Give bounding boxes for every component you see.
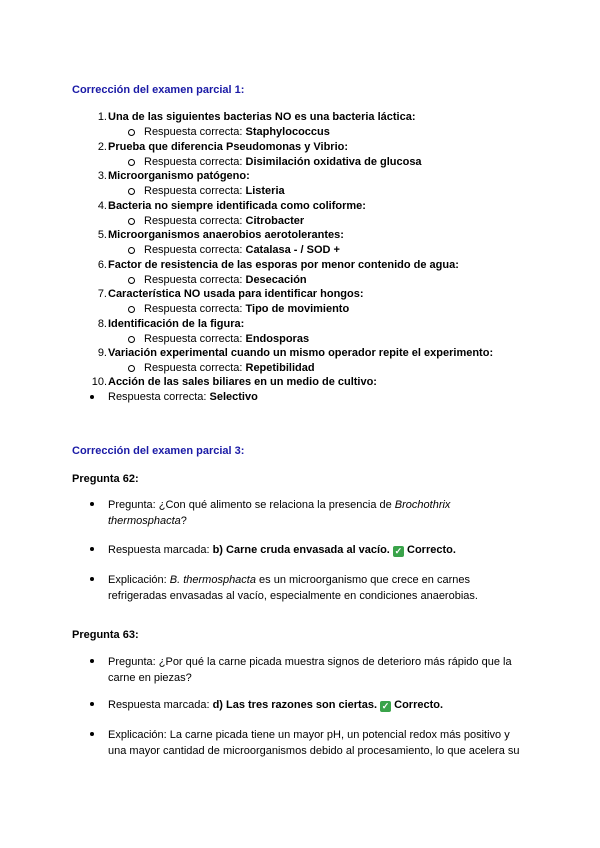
item-question: Identificación de la figura: [108,317,245,330]
item-question: Una de las siguientes bacterias NO es una bacteria láctica: [108,111,416,123]
marked-prefix: Respuesta marcada: [108,699,213,711]
exam1-item-1 [72,110,542,140]
item-number: 3. [97,170,107,182]
check-icon: ✓ [394,546,403,556]
item-number: 6. [97,258,107,271]
bullet-icon [90,395,94,399]
answer-prefix: Respuesta correcta: [144,155,246,168]
question-text: Pregunta: ¿Con qué alimento se relaciona la presencia de [108,499,395,511]
exam1-list [72,110,542,376]
answer-value: Desecación [245,273,307,286]
bullet-icon [90,702,94,706]
question-italic: Brochothrix thermosphacta [108,499,451,527]
bullet-icon [90,577,94,581]
answer-prefix: Respuesta correcta: [144,362,246,374]
answer-value: Staphylococcus [245,126,330,138]
exam1-item-4 [72,199,542,229]
check-icon: ✓ [381,701,390,711]
question-text: Pregunta: ¿Por qué la carne picada muestra signos de deterioro más rápido que la carne en piezas? [108,656,512,684]
answer-prefix: Respuesta correcta: [144,214,246,227]
answer-prefix: Respuesta correcta: [144,126,246,138]
item-number: 1. [97,111,107,123]
marked-answer: b) Carne cruda envasada al vacío. [212,544,390,556]
circle-bullet-icon [128,277,135,284]
explanation-text: Explicación: La carne picada tiene un mayor pH, un potencial redox más positivo y una mayor cantidad de microorganismos debido al procesamiento, lo que acelera su [108,729,520,757]
answer-value: Endosporas [245,332,310,345]
answer-value: Citrobacter [245,214,305,227]
item-answer [144,302,349,316]
circle-bullet-icon [128,129,135,136]
explanation-prefix: Explicación: [108,574,170,586]
item-question: Microorganismo patógeno: [108,170,250,182]
item-question: Bacteria no siempre identificada como coliforme: [108,199,366,212]
item-answer [144,243,340,257]
item-answer [144,361,315,375]
item-answer [144,125,330,139]
exam1-item-5 [72,228,542,258]
item-question: Factor de resistencia de las esporas por menor contenido de agua: [108,258,459,271]
item-number: 4. [97,199,107,212]
question-suffix: ? [180,515,187,527]
explanation-italic: B. thermosphacta [169,574,256,586]
item-answer [144,214,304,228]
answer-prefix: Respuesta correcta: [108,391,210,403]
bullet-icon [90,659,94,663]
item-number: 9. [97,347,107,359]
exam1-item-7 [72,287,542,317]
exam1-title: Corrección del examen parcial 1: [72,84,245,96]
correct-label: Correcto. [394,699,444,711]
circle-bullet-icon [128,159,135,166]
item-answer [144,155,422,169]
exam3-title: Corrección del examen parcial 3: [72,445,245,457]
exam1-item-9 [72,346,542,376]
item-number: 7. [97,288,107,300]
answer-value: Disimilación oxidativa de glucosa [245,155,422,168]
exam1-item-3 [72,169,542,199]
item-question: Acción de las sales biliares en un medio de cultivo: [108,376,377,388]
answer-value: Selectivo [209,391,258,403]
item-answer [144,184,285,198]
item-number: 10. [91,376,107,388]
exam1-item-6 [72,258,542,288]
answer-prefix: Respuesta correcta: [144,332,246,345]
item-number: 5. [97,229,107,241]
item-question: Microorganismos anaerobios aerotolerantes: [108,229,344,241]
circle-bullet-icon [128,218,135,225]
marked-prefix: Respuesta marcada: [108,544,213,556]
bullet-icon [90,502,94,506]
answer-prefix: Respuesta correcta: [144,303,246,315]
bullet-icon [90,547,94,551]
explanation-text: es un microorganismo que crece en carnes refrigeradas envasadas al vacío, especialmente en condiciones anaerobias. [108,574,478,602]
circle-bullet-icon [128,188,135,195]
item-number: 8. [97,317,107,330]
bullet-icon [90,732,94,736]
circle-bullet-icon [128,336,135,343]
pregunta-63-heading: Pregunta 63: [72,629,139,641]
answer-value: Listeria [245,185,285,197]
answer-prefix: Respuesta correcta: [144,185,246,197]
answer-prefix: Respuesta correcta: [144,273,246,286]
item-question: Prueba que diferencia Pseudomonas y Vibrio: [108,140,349,153]
answer-prefix: Respuesta correcta: [144,244,246,256]
answer-value: Tipo de movimiento [245,303,350,315]
exam1-item-8 [72,317,542,347]
marked-answer: d) Las tres razones son ciertas. [212,699,378,711]
item-answer [144,273,307,287]
circle-bullet-icon [128,306,135,313]
pregunta-62-heading: Pregunta 62: [72,473,139,485]
item-question: Característica NO usada para identificar hongos: [108,288,364,300]
circle-bullet-icon [128,247,135,254]
item-answer [144,332,309,346]
item-question: Variación experimental cuando un mismo operador repite el experimento: [108,347,494,359]
correct-label: Correcto. [407,544,456,556]
circle-bullet-icon [128,365,135,372]
answer-value: Repetibilidad [245,362,315,374]
exam1-item-2 [72,140,542,170]
answer-value: Catalasa - / SOD + [245,244,340,256]
item-number: 2. [97,140,107,153]
